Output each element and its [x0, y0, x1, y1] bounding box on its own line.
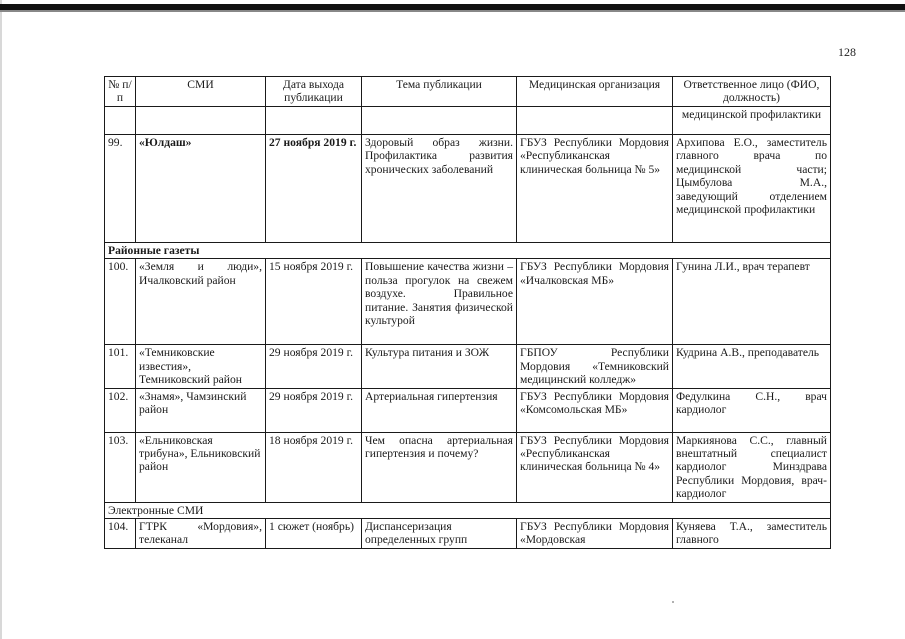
cell-num: 101. [105, 345, 136, 388]
cell-person: Федулкина С.Н., врач кардиолог [673, 388, 831, 432]
cell-num: 103. [105, 432, 136, 502]
cell-org: ГБПОУ Республики Мордовия «Темниковский медицинский колледж» [517, 345, 673, 388]
table-row [105, 259, 831, 345]
table-row [105, 345, 831, 388]
cell-org: ГБУЗ Республики Мордовия «Республиканская клиническая больница № 4» [517, 432, 673, 502]
header-num: № п/п [105, 77, 136, 107]
cell-date: 29 ноября 2019 г. [266, 388, 362, 432]
table-row [105, 107, 831, 135]
cell-topic: Повышение качества жизни – польза прогулок на свежем воздухе. Правильное питание. Занятия физической культурой [362, 259, 517, 345]
cell-num: 104. [105, 519, 136, 549]
cell-topic: Диспансеризация определенных групп [362, 519, 517, 549]
section-row-electronic [105, 502, 831, 518]
table-row [105, 432, 831, 502]
table-row [105, 519, 831, 549]
header-org: Медицинская организация [517, 77, 673, 107]
cell-media: «Юлдаш» [136, 135, 266, 243]
cell-media: «Темниковские известия», Темниковский район [136, 345, 266, 388]
cell-media: «Ельниковская трибуна», Ельниковский район [136, 432, 266, 502]
cell-person: Гунина Л.И., врач терапевт [673, 259, 831, 345]
header-media: СМИ [136, 77, 266, 107]
header-date: Дата выхода публикации [266, 77, 362, 107]
cell-org: ГБУЗ Республики Мордовия «Комсомольская МБ» [517, 388, 673, 432]
cell-date: 29 ноября 2019 г. [266, 345, 362, 388]
scan-top-border-shadow [0, 10, 905, 12]
table-row [105, 135, 831, 243]
section-title: Районные газеты [105, 243, 831, 259]
publications-table [104, 76, 831, 549]
cell-org: ГБУЗ Республики Мордовия «Республиканская клиническая больница № 5» [517, 135, 673, 243]
cell-person: Кудрина А.В., преподаватель [673, 345, 831, 388]
cell-media: ГТРК «Мордовия», телеканал [136, 519, 266, 549]
cell-topic: Культура питания и ЗОЖ [362, 345, 517, 388]
scan-speck [672, 601, 674, 603]
header-topic: Тема публикации [362, 77, 517, 107]
cell-date: 1 сюжет (ноябрь) [266, 519, 362, 549]
cell-date: 15 ноября 2019 г. [266, 259, 362, 345]
cell-date: 27 ноября 2019 г. [266, 135, 362, 243]
header-person: Ответственное лицо (ФИО, должность) [673, 77, 831, 107]
scan-edge [0, 0, 2, 639]
cell-num: 100. [105, 259, 136, 345]
cell-person: Архипова Е.О., заместитель главного врача по медицинской части; Цымбулова М.А., заведующий отделением медицинской профилактики [673, 135, 831, 243]
page-number: 128 [838, 45, 856, 59]
cell-media: «Знамя», Чамзинский район [136, 388, 266, 432]
cell-date: 18 ноября 2019 г. [266, 432, 362, 502]
section-row-district [105, 243, 831, 259]
cell-person: Куняева Т.А., заместитель главного [673, 519, 831, 549]
cell-topic: Здоровый образ жизни. Профилактика развития хронических заболеваний [362, 135, 517, 243]
cell-org: ГБУЗ Республики Мордовия «Мордовская [517, 519, 673, 549]
cell-num: 102. [105, 388, 136, 432]
table-header-row [105, 77, 831, 107]
cell-media: «Земля и люди», Ичалковский район [136, 259, 266, 345]
cell-topic: Чем опасна артериальная гипертензия и почему? [362, 432, 517, 502]
table-row [105, 388, 831, 432]
cell-topic: Артериальная гипертензия [362, 388, 517, 432]
cell-person: медицинской профилактики [673, 107, 831, 135]
cell-person: Маркиянова С.С., главный внештатный специалист кардиолог Минздрава Республики Мордовия, врач-кардиолог [673, 432, 831, 502]
cell-org: ГБУЗ Республики Мордовия «Ичалковская МБ» [517, 259, 673, 345]
section-title: Электронные СМИ [105, 502, 831, 518]
cell-num: 99. [105, 135, 136, 243]
